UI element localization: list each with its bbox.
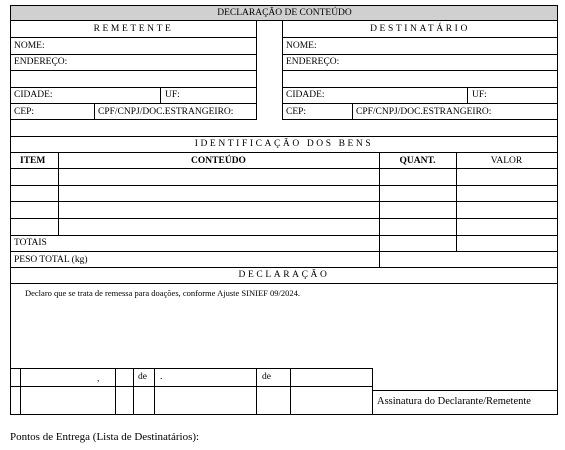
sender-line xyxy=(10,87,257,88)
signature-label: Assinatura do Declarante/Remetente xyxy=(377,396,531,407)
sender-line xyxy=(10,103,257,104)
delivery-points-label: Pontos de Entrega (Lista de Destinatários): xyxy=(10,431,200,443)
signature-cell-divider xyxy=(372,368,373,414)
recipient-uf-divider xyxy=(467,87,468,103)
sender-state-label: UF: xyxy=(165,90,180,100)
recipient-line xyxy=(282,70,558,71)
totals-label: TOTAIS xyxy=(14,238,47,248)
sender-doc-label: CPF/CNPJ/DOC.ESTRANGEIRO: xyxy=(98,107,234,117)
col-content-header: CONTEÚDO xyxy=(191,156,246,166)
col-item-header: ITEM xyxy=(20,156,46,166)
qty-col-divider xyxy=(379,152,380,267)
sender-name-label: NOME: xyxy=(14,41,45,51)
date-row-top xyxy=(10,368,372,369)
date-row-bottom xyxy=(10,386,372,387)
sender-zip-label: CEP: xyxy=(14,107,35,117)
declaration-heading: DECLARAÇÃO xyxy=(238,270,330,280)
form-title: DECLARAÇÃO DE CONTEÚDO xyxy=(217,8,352,18)
date-cell-divider xyxy=(115,368,116,414)
weight-row-line xyxy=(10,267,558,268)
date-dot: . xyxy=(160,372,163,382)
date-de-1: de xyxy=(138,372,147,382)
frame-top xyxy=(10,5,558,6)
date-cell-divider xyxy=(133,368,134,414)
recipient-line xyxy=(282,37,558,38)
goods-row-line xyxy=(10,235,558,236)
col-qty-header: QUANT. xyxy=(399,156,436,166)
recipient-heading: DESTINATÁRIO xyxy=(370,24,470,34)
sender-line xyxy=(10,54,257,55)
frame-left xyxy=(10,5,11,415)
date-de-2: de xyxy=(262,372,271,382)
sender-line xyxy=(10,70,257,71)
recipient-state-label: UF: xyxy=(472,90,487,100)
date-cell-divider xyxy=(154,368,155,414)
declaration-heading-bottom xyxy=(10,283,558,284)
goods-row-line xyxy=(10,218,558,219)
totals-row-line xyxy=(10,251,558,252)
recipient-line xyxy=(282,103,558,104)
weight-label: PESO TOTAL (kg) xyxy=(14,255,88,265)
frame-right xyxy=(557,5,558,415)
recipient-line xyxy=(282,119,558,120)
sender-uf-divider xyxy=(160,87,161,103)
goods-header-bottom xyxy=(10,168,558,169)
col-value-header: VALOR xyxy=(490,156,523,166)
sender-doc-divider xyxy=(94,103,95,119)
recipient-line xyxy=(282,87,558,88)
goods-header-top xyxy=(10,152,558,153)
date-cell-divider xyxy=(256,368,257,414)
date-comma: , xyxy=(97,374,100,384)
title-bottom-line xyxy=(10,20,558,21)
signature-line xyxy=(372,390,558,391)
recipient-doc-label: CPF/CNPJ/DOC.ESTRANGEIRO: xyxy=(356,107,492,117)
recipient-zip-label: CEP: xyxy=(286,107,307,117)
date-cell-divider xyxy=(20,368,21,414)
goods-heading-top xyxy=(10,136,558,137)
sender-address-label: ENDEREÇO: xyxy=(14,57,68,67)
recipient-city-label: CIDADE: xyxy=(286,90,325,100)
date-cell-divider xyxy=(290,368,291,414)
goods-heading: IDENTIFICAÇÃO DOS BENS xyxy=(194,139,374,149)
sender-line xyxy=(10,37,257,38)
recipient-address-label: ENDEREÇO: xyxy=(286,57,340,67)
frame-bottom xyxy=(10,414,558,415)
sender-city-label: CIDADE: xyxy=(14,90,53,100)
content-col-divider xyxy=(58,152,59,235)
recipient-doc-divider xyxy=(352,103,353,119)
recipient-line xyxy=(282,54,558,55)
sender-heading: REMETENTE xyxy=(93,24,174,34)
recipient-name-label: NOME: xyxy=(286,41,317,51)
goods-row-line xyxy=(10,201,558,202)
goods-row-line xyxy=(10,185,558,186)
sender-line xyxy=(10,119,257,120)
declaration-text: Declaro que se trata de remessa para doações, conforme Ajuste SINIEF 09/2024. xyxy=(25,288,300,298)
